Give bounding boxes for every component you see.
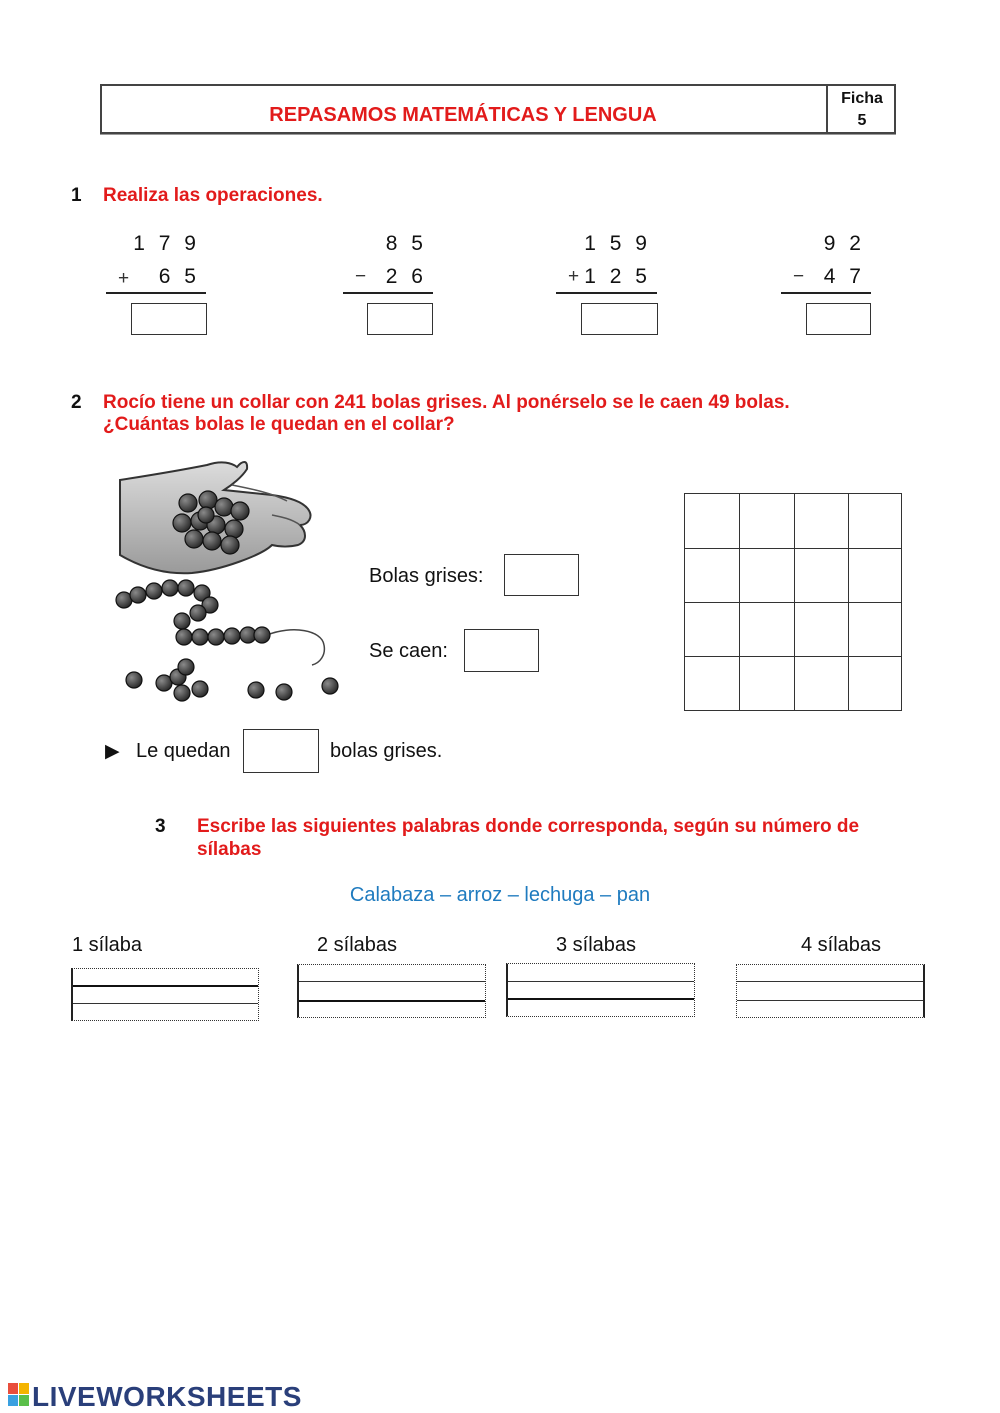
op3-answer-box[interactable] xyxy=(581,303,658,335)
op2-answer-box[interactable] xyxy=(367,303,433,335)
arrow-icon: ▶ xyxy=(105,741,120,762)
q2-prompt-line2: ¿Cuántas bolas le quedan en el collar? xyxy=(103,414,455,435)
grid-cell[interactable] xyxy=(794,656,849,711)
q1-prompt: Realiza las operaciones. xyxy=(103,185,323,206)
grid-cell[interactable] xyxy=(684,493,740,549)
op4-rule xyxy=(781,292,871,294)
ficha-label: Ficha xyxy=(841,90,883,107)
q3-prompt-line2: sílabas xyxy=(197,839,262,860)
column-3-silabas: 3 sílabas xyxy=(556,934,637,956)
op1-top: 1 7 9 xyxy=(133,232,200,255)
op3-sign: + xyxy=(568,266,580,287)
op2-bottom: 2 6 xyxy=(385,265,427,288)
calculation-grid xyxy=(684,493,902,711)
grid-cell[interactable] xyxy=(794,493,849,549)
grid-cell[interactable] xyxy=(684,548,740,603)
op4-sign: − xyxy=(793,266,805,287)
op3-bottom: 1 2 5 xyxy=(584,265,651,288)
grid-cell[interactable] xyxy=(739,602,795,657)
grid-cell[interactable] xyxy=(684,656,740,711)
op2-rule xyxy=(343,292,433,294)
necklace-beads xyxy=(116,580,270,645)
op1-sign: + xyxy=(118,268,130,289)
answer-box-3-silabas[interactable] xyxy=(506,963,695,1017)
op1-bottom: 6 5 xyxy=(158,265,200,288)
column-2-silabas: 2 sílabas xyxy=(317,934,398,956)
answer-box-1-silaba[interactable] xyxy=(71,968,259,1021)
q3-prompt-line1: Escribe las siguientes palabras donde corresponda, según su número de xyxy=(197,816,860,837)
liveworksheets-logo-icon xyxy=(8,1383,30,1407)
q1-number: 1 xyxy=(71,185,82,206)
op2-sign: − xyxy=(355,266,367,287)
q2-prompt-line1: Rocío tiene un collar con 241 bolas grises. Al ponérselo se le caen 49 bolas. xyxy=(103,392,790,413)
grid-cell[interactable] xyxy=(848,548,902,603)
le-quedan-input[interactable] xyxy=(243,729,319,773)
q3-number: 3 xyxy=(155,816,166,837)
bolas-grises-input[interactable] xyxy=(504,554,579,596)
op4-bottom: 4 7 xyxy=(823,265,865,288)
le-quedan-label: Le quedan xyxy=(136,740,231,762)
grid-cell[interactable] xyxy=(794,602,849,657)
op4-top: 9 2 xyxy=(823,232,865,255)
column-4-silabas: 4 sílabas xyxy=(801,934,882,956)
loose-beads xyxy=(126,659,338,701)
grid-cell[interactable] xyxy=(739,548,795,603)
se-caen-label: Se caen: xyxy=(369,640,448,662)
liveworksheets-brand: LIVEWORKSHEETS xyxy=(32,1381,302,1412)
bolas-grises-suffix: bolas grises. xyxy=(330,740,443,762)
q2-number: 2 xyxy=(71,392,82,413)
op1-answer-box[interactable] xyxy=(131,303,207,335)
op2-top: 8 5 xyxy=(385,232,427,255)
se-caen-input[interactable] xyxy=(464,629,539,672)
column-1-silaba: 1 sílaba xyxy=(72,934,143,956)
grid-cell[interactable] xyxy=(794,548,849,603)
grid-cell[interactable] xyxy=(848,656,902,711)
op4-answer-box[interactable] xyxy=(806,303,871,335)
grid-cell[interactable] xyxy=(848,493,902,549)
hand-with-beads-illustration xyxy=(112,455,352,710)
op3-top: 1 5 9 xyxy=(584,232,651,255)
grid-cell[interactable] xyxy=(739,493,795,549)
ficha-number: 5 xyxy=(857,112,867,129)
bolas-grises-label: Bolas grises: xyxy=(369,565,484,587)
answer-box-4-silabas[interactable] xyxy=(736,964,925,1018)
ficha-cell xyxy=(826,84,896,134)
grid-cell[interactable] xyxy=(684,602,740,657)
op1-rule xyxy=(106,292,206,294)
grid-cell[interactable] xyxy=(739,656,795,711)
grid-cell[interactable] xyxy=(848,602,902,657)
word-list: Calabaza – arroz – lechuga – pan xyxy=(349,884,651,906)
page-title: REPASAMOS MATEMÁTICAS Y LENGUA xyxy=(269,103,657,126)
op3-rule xyxy=(556,292,657,294)
answer-box-2-silabas[interactable] xyxy=(297,964,486,1018)
